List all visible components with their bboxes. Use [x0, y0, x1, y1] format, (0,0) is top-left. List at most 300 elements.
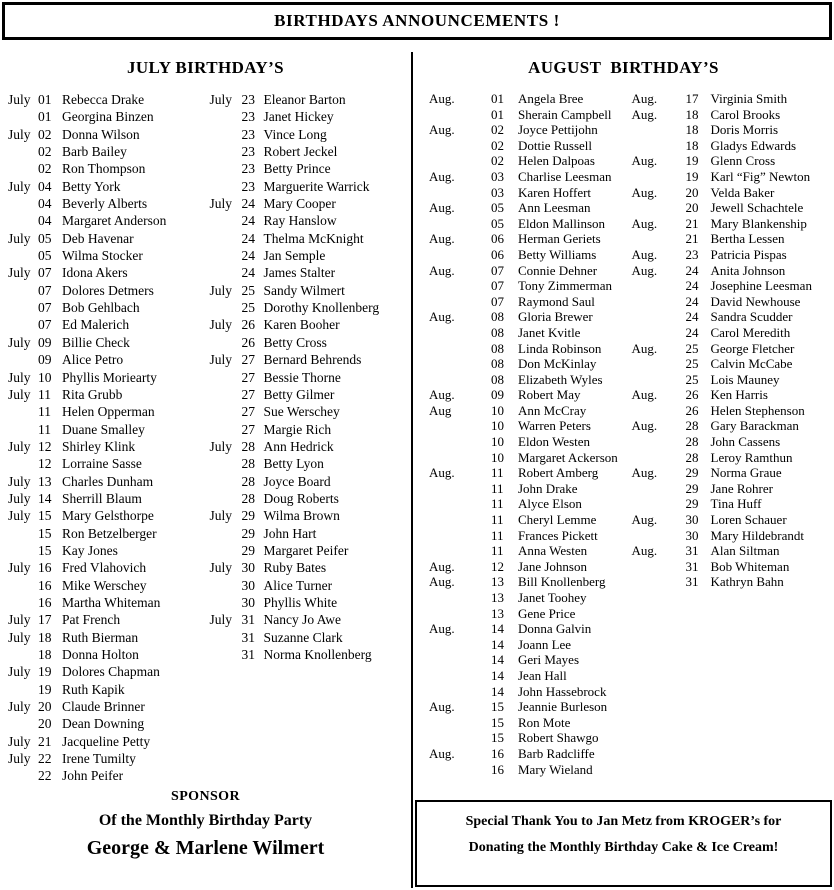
person-name: Angela Bree: [518, 91, 584, 106]
day-number: 07: [38, 317, 52, 333]
person-name: Georgina Binzen: [62, 109, 154, 125]
month-label: Aug.: [429, 231, 455, 247]
birthday-row: [413, 418, 624, 434]
month-label: [8, 646, 38, 663]
person-name: Anna Westen: [518, 543, 588, 559]
person-name: Herman Geriets: [518, 231, 601, 247]
month-label: [429, 543, 491, 559]
day-number: 15: [491, 730, 504, 746]
person-name: Margie Rich: [263, 421, 332, 437]
day-number: 11: [491, 465, 504, 481]
day-number: 15: [38, 525, 52, 541]
month-label: [8, 577, 38, 594]
month-label: [8, 421, 38, 438]
person-name: Dorothy Knollenberg: [263, 300, 380, 316]
birthday-row: [624, 434, 834, 450]
birthday-row: [624, 450, 834, 466]
person-name: Claude Brinner: [62, 699, 145, 715]
day-number: 05: [38, 230, 52, 246]
person-name: Helen Stephenson: [710, 402, 805, 418]
day-number: 14: [491, 683, 504, 699]
day-number: 08: [491, 324, 504, 340]
day-number: 06: [491, 246, 504, 262]
birthday-row: [624, 263, 834, 279]
person-name: Bob Gehlbach: [62, 300, 140, 316]
birthday-row: [206, 403, 412, 420]
person-name: Irene Tumilty: [62, 751, 136, 767]
day-number: 19: [685, 168, 699, 184]
day-number: 07: [38, 282, 52, 298]
birthday-row: [413, 107, 624, 123]
month-label: [210, 212, 242, 229]
person-name: Helen Dalpoas: [518, 153, 595, 169]
month-label: [429, 637, 491, 653]
birthday-row: [0, 681, 206, 698]
day-number: 23: [241, 126, 255, 142]
person-name: Sue Werschey: [263, 404, 340, 420]
birthday-row: [413, 574, 624, 590]
person-name: Jacqueline Petty: [62, 733, 151, 749]
birthday-row: [206, 126, 412, 143]
day-number: 27: [241, 369, 255, 385]
person-name: Dean Downing: [62, 716, 145, 732]
month-label: [210, 264, 242, 281]
month-label: [429, 325, 491, 341]
month-label: [632, 122, 686, 138]
birthday-row: [624, 278, 834, 294]
person-name: Martha Whiteman: [62, 594, 161, 610]
person-name: Dolores Chapman: [62, 664, 160, 680]
day-number: 23: [241, 178, 255, 194]
person-name: Doug Roberts: [263, 490, 339, 506]
birthday-row: [0, 525, 206, 542]
month-label: Aug.: [429, 621, 455, 637]
month-label: Aug.: [429, 699, 455, 715]
person-name: Beverly Alberts: [62, 196, 148, 212]
birthday-row: [0, 247, 206, 264]
month-label: Aug.: [429, 91, 455, 106]
birthday-row: [0, 646, 206, 663]
month-label: [210, 230, 242, 247]
day-number: 12: [38, 438, 52, 454]
birthday-row: [206, 334, 412, 351]
day-number: 27: [241, 421, 255, 437]
day-number: 28: [685, 434, 699, 450]
day-number: 18: [38, 647, 52, 662]
month-label: [210, 143, 242, 160]
day-number: 24: [241, 196, 255, 212]
person-name: Carol Meredith: [710, 324, 791, 340]
person-name: Marguerite Warrick: [263, 178, 370, 194]
birthday-row: [624, 372, 834, 388]
day-number: 03: [491, 168, 504, 184]
day-number: 13: [491, 590, 504, 605]
day-number: 08: [491, 340, 504, 356]
birthday-row: [0, 629, 206, 646]
birthday-row: [413, 590, 624, 606]
month-label: Aug.: [429, 745, 455, 761]
birthday-row: [206, 577, 412, 594]
day-number: 29: [685, 465, 699, 481]
day-number: 29: [685, 480, 699, 496]
birthday-row: [413, 403, 624, 419]
birthday-row: [0, 698, 206, 715]
person-name: Barb Bailey: [62, 144, 127, 160]
month-label: Aug.: [429, 262, 455, 278]
month-label: Aug.: [429, 168, 455, 184]
person-name: Sandra Scudder: [710, 309, 793, 325]
birthday-row: [206, 230, 412, 247]
birthday-row: [0, 108, 206, 125]
day-number: 16: [38, 577, 52, 593]
day-number: 15: [491, 714, 504, 730]
person-name: David Newhouse: [710, 293, 801, 309]
person-name: Leroy Ramthun: [710, 449, 793, 465]
birthday-row: [206, 473, 412, 490]
person-name: Dottie Russell: [518, 137, 593, 153]
person-name: John Hart: [263, 525, 317, 541]
person-name: Mary Wieland: [518, 761, 593, 777]
birthday-row: [206, 525, 412, 542]
birthday-row: [624, 107, 834, 123]
day-number: 01: [491, 106, 504, 122]
day-number: 24: [685, 262, 699, 278]
person-name: Ken Harris: [710, 387, 768, 403]
birthday-row: [0, 195, 206, 212]
day-number: 11: [38, 421, 51, 437]
birthday-row: [413, 606, 624, 622]
birthday-row: [0, 351, 206, 368]
month-label: Aug.: [631, 215, 658, 231]
person-name: Bessie Thorne: [263, 369, 341, 385]
month-label: [210, 299, 242, 316]
day-number: 11: [38, 404, 51, 420]
person-name: Jane Johnson: [518, 558, 587, 574]
birthday-row: [624, 294, 834, 310]
person-name: Jean Hall: [518, 667, 567, 683]
month-label: [632, 294, 686, 310]
person-name: Shirley Klink: [62, 438, 136, 454]
day-number: 31: [241, 629, 255, 645]
day-number: 23: [241, 161, 255, 177]
month-label: [8, 767, 38, 784]
person-name: Betty York: [62, 178, 121, 194]
month-label: [8, 681, 38, 698]
july-column-1: [0, 91, 206, 785]
month-label: [429, 138, 491, 154]
month-label: [8, 351, 38, 368]
day-number: 12: [491, 558, 504, 574]
thank-you-box: [415, 800, 832, 887]
month-label: July: [8, 230, 31, 246]
birthday-row: [413, 559, 624, 575]
person-name: Patricia Pispas: [710, 246, 787, 262]
month-label: July: [8, 92, 31, 107]
birthday-row: [206, 559, 412, 576]
birthday-row: [0, 767, 206, 784]
month-label: [632, 403, 686, 419]
person-name: Mary Blankenship: [710, 215, 807, 231]
day-number: 28: [241, 438, 255, 454]
month-label: [632, 309, 686, 325]
birthday-row: [413, 231, 624, 247]
person-name: Geri Mayes: [518, 652, 580, 668]
birthday-row: [624, 356, 834, 372]
month-label: July: [8, 664, 31, 680]
month-label: Aug.: [429, 200, 455, 216]
month-label: [8, 195, 38, 212]
day-number: 24: [241, 213, 255, 229]
person-name: Jan Semple: [263, 248, 326, 264]
person-name: Eleanor Barton: [263, 92, 346, 107]
month-label: [429, 590, 491, 606]
birthday-row: [0, 559, 206, 576]
person-name: Margaret Peifer: [263, 542, 349, 558]
sponsor-subheading: Of the Monthly Birthday Party: [98, 812, 313, 829]
day-number: 30: [685, 527, 699, 543]
birthday-row: [413, 138, 624, 154]
month-label: July: [8, 560, 31, 576]
month-label: [8, 403, 38, 420]
person-name: Velda Baker: [710, 184, 775, 200]
day-number: 09: [38, 334, 52, 350]
month-label: Aug.: [429, 309, 455, 325]
month-label: [210, 542, 242, 559]
month-label: [210, 577, 242, 594]
birthday-row: [206, 455, 412, 472]
month-label: Aug.: [429, 465, 455, 481]
person-name: Robert Amberg: [518, 465, 599, 481]
day-number: 02: [491, 137, 504, 153]
person-name: Eldon Westen: [518, 434, 591, 450]
month-label: [429, 418, 491, 434]
person-name: Kathryn Bahn: [710, 574, 784, 590]
day-number: 26: [241, 317, 255, 333]
day-number: 07: [491, 293, 504, 309]
birthday-row: [0, 715, 206, 732]
person-name: Karen Hoffert: [518, 184, 592, 200]
month-label: Aug.: [631, 418, 658, 434]
day-number: 07: [38, 265, 52, 281]
day-number: 08: [491, 356, 504, 372]
month-label: July: [8, 386, 31, 402]
month-label: [210, 126, 242, 143]
birthday-row: [0, 507, 206, 524]
birthday-row: [206, 507, 412, 524]
month-label: [429, 185, 491, 201]
day-number: 10: [491, 434, 504, 450]
person-name: Robert May: [518, 387, 581, 403]
birthday-row: [0, 91, 206, 108]
birthday-row: [413, 496, 624, 512]
day-number: 23: [241, 144, 255, 160]
birthday-row: [624, 185, 834, 201]
person-name: Suzanne Clark: [263, 629, 343, 645]
month-label: [210, 594, 242, 611]
month-label: [210, 160, 242, 177]
day-number: 02: [491, 122, 504, 138]
day-number: 20: [685, 200, 699, 216]
person-name: Calvin McCabe: [710, 356, 793, 372]
month-label: July: [8, 438, 31, 454]
birthday-row: [413, 372, 624, 388]
day-number: 21: [38, 733, 52, 749]
month-label: July: [8, 629, 31, 645]
month-label: July: [209, 282, 233, 298]
day-number: 28: [685, 418, 699, 434]
birthday-row: [624, 481, 834, 497]
thank-you-line-1: Special Thank You to Jan Metz from KROGER’s for: [465, 814, 782, 829]
person-name: Tony Zimmerman: [518, 278, 613, 294]
day-number: 07: [491, 278, 504, 294]
person-name: Connie Dehner: [518, 262, 598, 278]
person-name: Linda Robinson: [518, 340, 602, 356]
person-name: Sherrill Blaum: [62, 490, 142, 506]
birthday-row: [624, 465, 834, 481]
birthday-row: [0, 750, 206, 767]
month-label: Aug.: [631, 184, 658, 200]
month-label: [210, 369, 242, 386]
person-name: George Fletcher: [710, 340, 795, 356]
month-label: [632, 528, 686, 544]
month-label: [8, 247, 38, 264]
month-label: Aug.: [631, 387, 658, 403]
person-name: Wilma Brown: [263, 508, 340, 524]
august-column-2: [624, 91, 834, 777]
person-name: Thelma McKnight: [263, 230, 364, 246]
birthday-row: [624, 543, 834, 559]
birthday-row: [206, 316, 412, 333]
birthday-row: [0, 542, 206, 559]
birthday-row: [624, 247, 834, 263]
month-label: [8, 525, 38, 542]
birthday-row: [413, 543, 624, 559]
person-name: Glenn Cross: [710, 153, 776, 169]
month-label: [210, 490, 242, 507]
birthday-row: [413, 91, 624, 107]
day-number: 30: [685, 512, 699, 528]
day-number: 30: [241, 560, 255, 576]
birthday-row: [624, 231, 834, 247]
birthday-row: [624, 91, 834, 107]
sponsor-block: [0, 789, 411, 860]
birthday-row: [0, 403, 206, 420]
person-name: Janet Hickey: [263, 109, 334, 125]
birthday-row: [206, 160, 412, 177]
birthday-row: [206, 646, 412, 663]
month-label: Aug.: [631, 153, 658, 169]
day-number: 28: [241, 473, 255, 489]
person-name: Norma Graue: [710, 465, 782, 481]
birthday-row: [413, 637, 624, 653]
month-label: July: [209, 92, 233, 107]
month-label: Aug.: [631, 262, 658, 278]
august-section: [413, 52, 834, 777]
person-name: Margaret Anderson: [62, 213, 167, 229]
birthday-row: [0, 143, 206, 160]
day-number: 18: [38, 629, 52, 645]
day-number: 10: [38, 369, 52, 385]
person-name: Janet Toohey: [518, 590, 587, 605]
person-name: Ron Thompson: [62, 161, 146, 177]
day-number: 14: [491, 636, 504, 652]
day-number: 16: [491, 761, 504, 777]
person-name: Loren Schauer: [710, 512, 787, 528]
day-number: 14: [38, 490, 52, 506]
month-label: [632, 481, 686, 497]
birthday-row: [206, 282, 412, 299]
birthday-row: [624, 122, 834, 138]
day-number: 25: [241, 300, 255, 316]
month-label: [429, 294, 491, 310]
person-name: Bob Whiteman: [710, 558, 790, 574]
birthday-row: [206, 629, 412, 646]
month-label: Aug.: [429, 387, 455, 403]
person-name: Betty Gilmer: [263, 386, 335, 402]
day-number: 13: [491, 605, 504, 621]
day-number: 31: [241, 647, 255, 662]
birthday-row: [0, 264, 206, 281]
person-name: Jane Rohrer: [710, 480, 773, 496]
day-number: 23: [241, 92, 255, 107]
birthday-row: [206, 421, 412, 438]
person-name: Carol Brooks: [710, 106, 781, 122]
month-label: Aug: [429, 402, 452, 418]
month-label: July: [8, 265, 31, 281]
day-number: 18: [685, 137, 699, 153]
day-number: 20: [38, 699, 52, 715]
birthday-row: [624, 403, 834, 419]
birthday-row: [413, 169, 624, 185]
month-label: [429, 372, 491, 388]
month-label: [429, 730, 491, 746]
birthday-row: [206, 108, 412, 125]
birthday-row: [0, 126, 206, 143]
birthday-row: [206, 490, 412, 507]
day-number: 17: [685, 91, 699, 106]
month-label: [429, 278, 491, 294]
month-label: Aug.: [631, 340, 658, 356]
person-name: Frances Pickett: [518, 527, 598, 543]
day-number: 30: [241, 577, 255, 593]
month-label: [429, 481, 491, 497]
birthday-row: [0, 577, 206, 594]
person-name: Mary Gelsthorpe: [62, 508, 154, 524]
month-label: [8, 160, 38, 177]
month-label: [210, 629, 242, 646]
day-number: 04: [38, 178, 52, 194]
month-label: July: [8, 126, 31, 142]
july-section: [0, 52, 411, 785]
person-name: John Cassens: [710, 434, 781, 450]
birthday-row: [413, 434, 624, 450]
person-name: Robert Shawgo: [518, 730, 599, 746]
month-label: [210, 247, 242, 264]
august-title: AUGUST BIRTHDAY’S: [528, 58, 719, 77]
day-number: 10: [491, 418, 504, 434]
person-name: Gladys Edwards: [710, 137, 797, 153]
person-name: Charlise Leesman: [518, 168, 612, 184]
day-number: 28: [241, 456, 255, 472]
birthday-row: [206, 264, 412, 281]
month-label: [8, 299, 38, 316]
birthday-row: [413, 699, 624, 715]
day-number: 29: [241, 525, 255, 541]
birthday-row: [413, 668, 624, 684]
month-label: July: [8, 490, 31, 506]
month-label: [8, 143, 38, 160]
person-name: Ron Mote: [518, 714, 571, 730]
